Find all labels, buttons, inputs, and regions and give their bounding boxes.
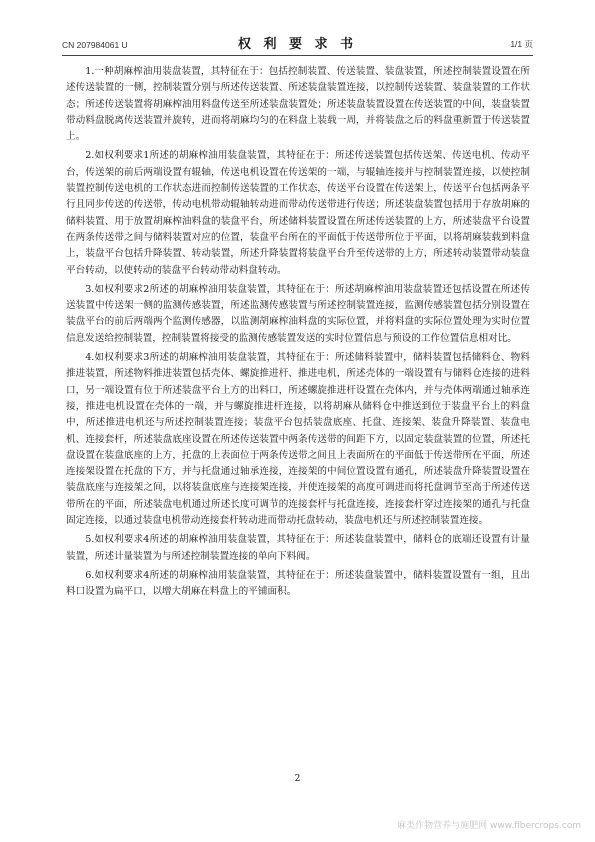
claim-5: 5.如权利要求4所述的胡麻榨油用装盘装置，其特征在于：所述装盘装置中，储料仓的底端还设置有计量装置，所述计量装置为与所述控制装置连接的单向下料阀。 (66, 534, 530, 562)
page-number: 2 (294, 774, 301, 784)
claims-body (66, 64, 530, 604)
claim-3: 3.如权利要求2所述的胡麻榨油用装盘装置，其特征在于：所述胡麻榨油用装盘装置还包括设置在所述传送装置中传送架一侧的监测传感装置，所述监测传感装置与所述控制装置连接，监测传感装置包括分别设置在装盘平台的前后两端两个监测传感器，以监测胡麻榨油料盘的实际位置，并将料盘的实际位置处理为实时位置信息发送给控制装置，控制装置将接受的监测传感装置发送的实时位置信息与预设的工作位置信息相对比。 (66, 283, 530, 344)
claim-2: 2.如权利要求1所述的胡麻榨油用装盘装置，其特征在于：所述传送装置包括传送架、传送电机、传动平台，传送架的前后两端设置有辊轴，传送电机设置在传送架的一端，与辊轴连接并与控制装置连接，以使控制装置控制传送电机的工作状态进而控制传送装置的工作状态，传送平台设置在传送架上，传送平台包括两条平行且同步传送的传送带，传动电机带动辊轴转动进而带动传送带进行传送；所述装盘装置包括用于存放胡麻的储料装置、用于放置胡麻榨油料盘的装盘平台，所述储料装置设置在所述传送装置的上方，所述装盘平台设置在两条传送带之间与储料装置对应的位置，装盘平台所在的平面低于传送带所位于平面，以将胡麻装载到料盘上，装盘平台包括升降装置、转动装置，所述升降装置将装盘平台升至传送带的上方，所述转动装置带动装盘平台转动，以使转动的装盘平台转动带动料盘转动。 (66, 150, 530, 276)
header-divider (62, 55, 533, 56)
page-indicator: 1/1 页 (510, 39, 533, 49)
claim-6: 6.如权利要求4所述的胡麻榨油用装盘装置，其特征在于：所述装盘装置中，储料装置设置有一组，且出料口设置为扁平口，以增大胡麻在料盘上的平铺面积。 (66, 569, 530, 598)
claim-1: 1.一种胡麻榨油用装盘装置，其特征在于：包括控制装置、传送装置、装盘装置，所述控制装置设置在所述传送装置的一侧，控制装置分别与所述传送装置、所述装盘装置连接，以控制传送装置、装盘装置的工作状态；所述传送装置将胡麻榨油用料盘传送至所述装盘装置处；所述装盘装置设置在传送装置的中间，装盘装置带动料盘脱离传送装置并旋转，进而将胡麻均匀的在料盘上装载一周，并将装盘之后的料盘重新置于传送装置上。 (66, 66, 530, 143)
claim-4: 4.如权利要求3所述的胡麻榨油用装盘装置，其特征在于：所述储料装置中，储料装置包括储料仓、物料推进装置，所述物料推进装置包括壳体、螺旋推进杆、推进电机，所述壳体的一端设置有与储料仓连接的进料口，另一端设置有位于所述装盘平台上方的出料口，所述螺旋推进杆设置在壳体内，并与壳体两端通过轴承连接，推进电机设置在壳体的一端，并与螺旋推进杆连接，以将胡麻从储料仓中推送到位于装盘平台上的料盘中，所述推进电机还与所述控制装置连接；装盘平台包括装盘底座、托盘、连接架、装盘升降装置、装盘电机、连接套杆，所述装盘底座设置在所述传送装置中两条传送带的间距下方，以固定装盘装置的位置，所述托盘设置在装盘底座的上方，托盘的上表面位于两条传送带之间且上表面所在的平面低于传送带所在平面，所述连接架设置在托盘的下方，并与托盘通过轴承连接，连接架的中间位置设置有通孔，所述装盘升降装置设置在装盘底座与连接架之间，以将装盘底座与连接架连接，并使连接架的高度可调进而将托盘调节至高于所述传送带所在的平面，所述装盘电机通过所述长度可调节的连接套杆与托盘连接，连接套杆穿过连接架的通孔与托盘固定连接，以通过装盘电机带动连接套杆转动进而带动托盘转动，装盘电机还与所述控制装置连接。 (66, 352, 530, 527)
page-header (62, 34, 533, 54)
patent-number: CN 207984061 U (62, 40, 128, 50)
document-title: 权 利 要 求 书 (237, 37, 358, 52)
site-watermark: 麻类作物营养与施肥网 www.fibercrops.com (397, 821, 581, 831)
